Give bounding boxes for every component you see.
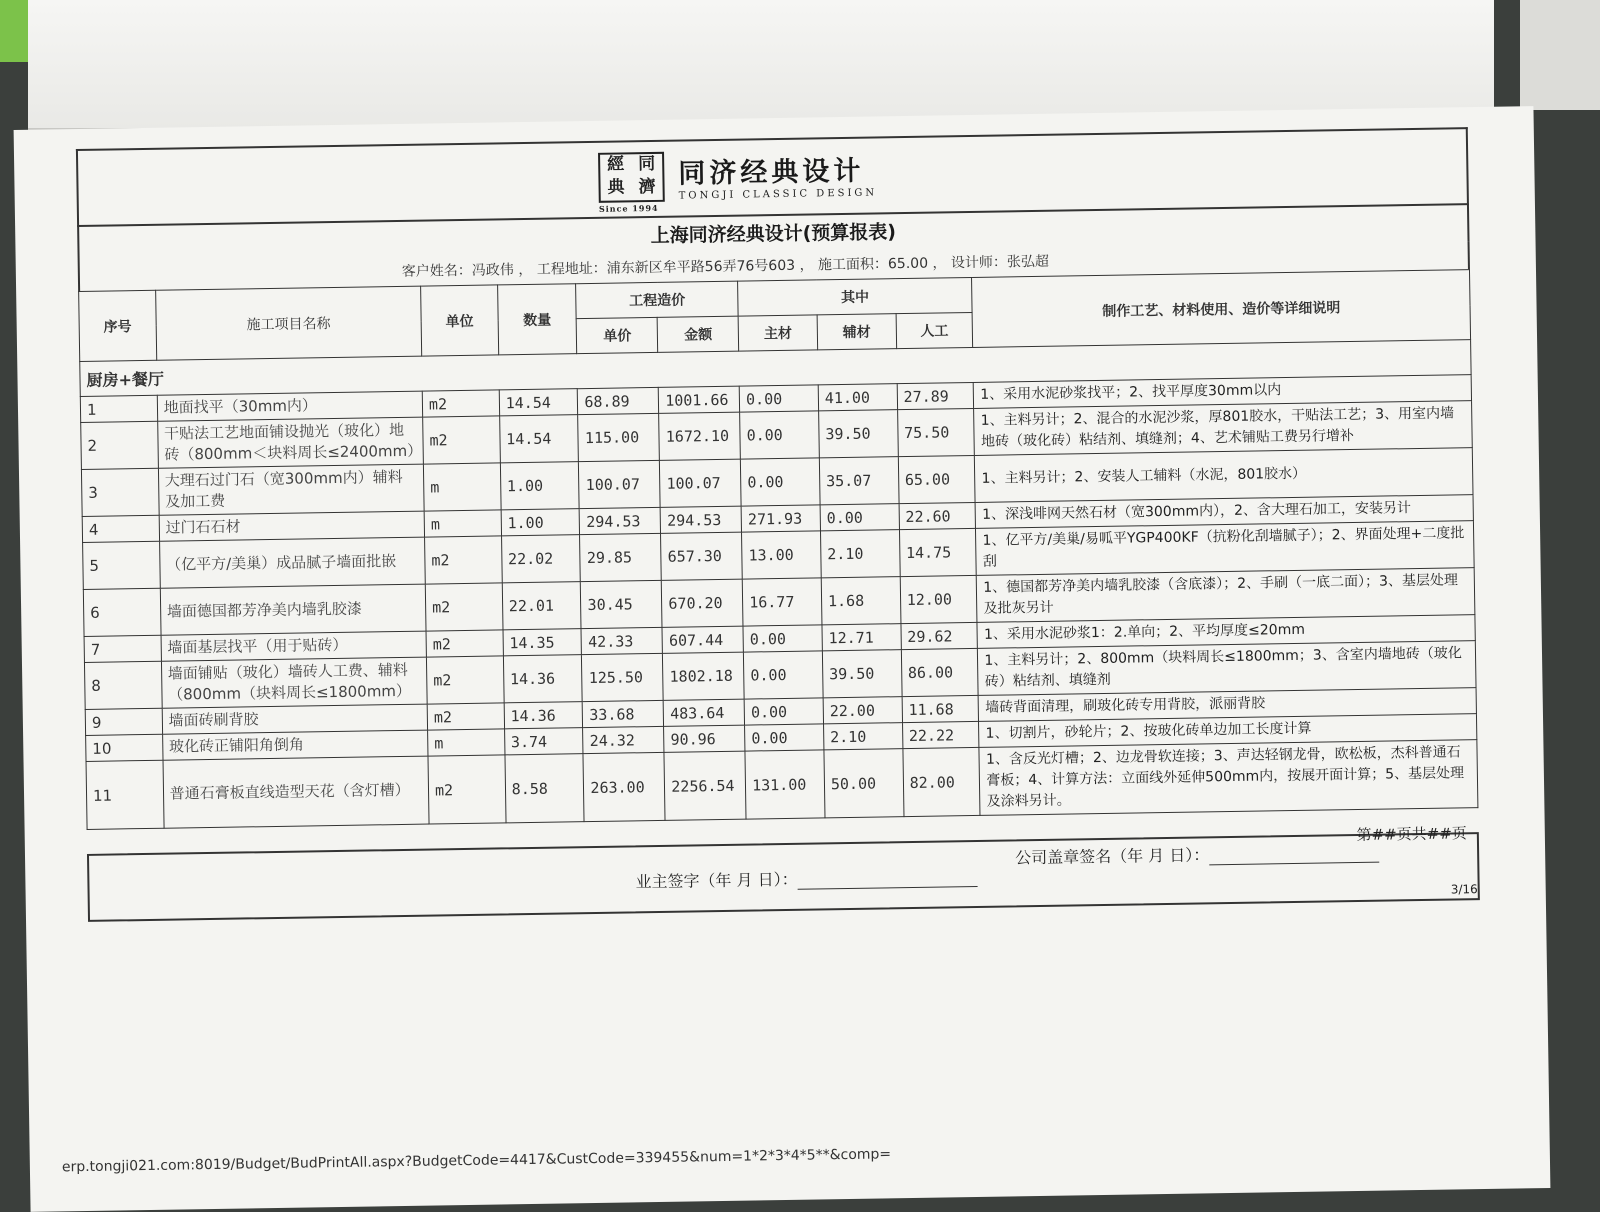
report-title: 上海同济经典设计(预算报表): [77, 203, 1469, 263]
cell-unit: m: [424, 510, 501, 537]
cell-unit-price: 33.68: [583, 700, 664, 727]
col-header-unit-price: 单价: [577, 317, 658, 353]
cell-qty: 14.36: [504, 702, 583, 729]
cell-seq: 5: [83, 541, 160, 589]
customer-info-line: 客户姓名：冯政伟 ， 工程地址：浦东新区牟平路56弄76号603 ， 施工面积：65.00 ， 设计师：张弘超: [78, 241, 1470, 291]
background-paper-edge: [1520, 0, 1600, 110]
col-header-unit: 单位: [421, 285, 499, 356]
cell-labor: 22.22: [902, 721, 979, 748]
cell-name: 普通石膏板直线造型天花（含灯槽）: [163, 756, 429, 828]
col-header-seq: 序号: [79, 290, 157, 361]
cell-seq: 11: [86, 760, 164, 829]
cell-description: 1、亿平方/美巢/易呱平YGP400KF（抗粉化刮墙腻子）；2、界面处理+二度批刮: [976, 521, 1474, 576]
col-header-amount: 金额: [657, 316, 738, 352]
cell-seq: 2: [81, 421, 158, 469]
cell-aux-material: 2.10: [820, 530, 899, 578]
cell-qty: 3.74: [504, 728, 583, 755]
cell-main-material: 0.00: [739, 385, 818, 412]
cell-amount: 2256.54: [664, 751, 746, 820]
col-header-labor: 人工: [896, 312, 973, 348]
cell-description: 1、深浅啡网天然石材（宽300mm内），2、含大理石加工，安装另计: [975, 495, 1473, 529]
cell-description: 1、切割片，砂轮片；2、按玻化砖单边加工长度计算: [979, 714, 1477, 748]
cell-unit-price: 68.89: [578, 387, 659, 414]
cell-amount: 100.07: [660, 459, 742, 507]
cell-unit: m2: [428, 755, 506, 824]
cell-labor: 11.68: [902, 695, 979, 722]
cell-amount: 607.44: [662, 626, 743, 653]
cell-unit-price: 115.00: [578, 413, 660, 461]
page-number: 第##页共##页: [1356, 824, 1467, 844]
logo-since: Since 1994: [598, 202, 659, 214]
page-count: 3/16: [1450, 882, 1478, 897]
cell-name: 玻化砖正铺阳角倒角: [162, 730, 428, 760]
cell-seq: 9: [85, 708, 162, 735]
cell-qty: 1.00: [500, 462, 579, 510]
cell-amount: 294.53: [660, 506, 741, 533]
cell-seq: 1: [80, 395, 157, 422]
cell-description: 1、采用水泥砂浆1：2.单向；2、平均厚度≤20mm: [977, 615, 1475, 649]
cell-seq: 7: [84, 635, 161, 662]
cell-unit: m2: [425, 583, 502, 631]
cell-labor: 12.00: [900, 575, 977, 623]
cell-amount: 1001.66: [659, 386, 740, 413]
cell-unit: m2: [425, 536, 502, 584]
cell-aux-material: 35.07: [819, 457, 898, 505]
cell-labor: 22.60: [899, 502, 976, 529]
cell-amount: 1672.10: [659, 412, 741, 460]
cell-aux-material: 12.71: [822, 624, 901, 651]
cell-unit-price: 125.50: [582, 653, 664, 701]
budget-form: [61, 127, 1480, 1176]
col-header-main-material: 主材: [738, 315, 817, 351]
cell-labor: 27.89: [897, 382, 974, 409]
col-header-qty: 数量: [497, 284, 577, 355]
cell-aux-material: 39.50: [822, 650, 901, 698]
company-logo: [598, 148, 878, 214]
cell-main-material: 0.00: [743, 625, 822, 652]
cell-name: 墙面德国都芳净美内墙乳胶漆: [160, 584, 426, 635]
cell-description: 1、主料另计；2、安装人工辅料（水泥，801胶水）: [975, 448, 1473, 503]
cell-unit-price: 294.53: [580, 507, 661, 534]
cell-seq: 10: [86, 734, 163, 761]
cell-aux-material: 39.50: [819, 410, 898, 458]
cell-main-material: 16.77: [742, 578, 821, 626]
cell-aux-material: 50.00: [824, 749, 904, 818]
owner-signature-label: 业主签字（年 月 日）：: [635, 869, 798, 892]
logo-char: 典: [607, 177, 625, 198]
owner-signature-line: [798, 886, 978, 890]
col-header-name: 施工项目名称: [155, 286, 421, 360]
cell-qty: 14.36: [503, 655, 582, 703]
cell-unit: m2: [426, 656, 503, 704]
col-header-among-group: 其中: [738, 277, 973, 316]
cell-amount: 657.30: [661, 532, 743, 580]
section-title: 厨房+餐厅: [80, 340, 1471, 397]
cell-description: 1、德国都芳净美内墙乳胶漆（含底漆）；2、手刷（一底二面）；3、基层处理及批灰另计: [977, 568, 1475, 623]
cell-aux-material: 2.10: [823, 723, 902, 750]
cell-qty: 22.01: [502, 582, 581, 630]
cell-seq: 3: [81, 468, 158, 516]
cell-aux-material: 0.00: [820, 504, 899, 531]
cell-qty: 14.54: [499, 415, 578, 463]
budget-table: [78, 269, 1478, 830]
col-header-description: 制作工艺、材料使用、造价等详细说明: [972, 270, 1471, 348]
cell-seq: 6: [83, 588, 160, 636]
cell-labor: 86.00: [901, 648, 978, 696]
brand-name-en: TONGJI CLASSIC DESIGN: [678, 187, 878, 202]
cell-main-material: 0.00: [740, 411, 819, 459]
cell-description: 1、采用水泥砂浆找平；2、找平厚度30mm以内: [974, 375, 1472, 409]
cell-unit: m: [423, 463, 500, 511]
cell-name: 地面找平（30mm内）: [157, 391, 423, 421]
signature-area: [87, 824, 1480, 922]
cell-seq: 8: [84, 661, 161, 709]
cell-unit: m: [428, 729, 505, 756]
company-signature: [1015, 840, 1380, 869]
cell-name: 过门石石材: [159, 511, 425, 541]
logo-char: 濟: [638, 176, 656, 198]
cell-aux-material: 1.68: [821, 577, 900, 625]
owner-signature: [635, 864, 978, 892]
logo-char: 同: [638, 153, 656, 175]
cell-main-material: 0.00: [744, 698, 823, 725]
cell-name: 墙面基层找平（用于贴砖）: [161, 631, 427, 661]
cell-labor: 75.50: [897, 408, 974, 456]
cell-description: 1、含反光灯槽；2、边龙骨软连接；3、声达轻钢龙骨，欧松板，杰科普通石膏板；4、计算方法：立面线外延伸500mm内，按展开面计算；5、基层处理及涂料另计。: [979, 740, 1478, 816]
cell-main-material: 0.00: [741, 458, 820, 506]
cell-main-material: 131.00: [745, 750, 825, 819]
company-signature-label: 公司盖章签名（年 月 日）：: [1015, 845, 1210, 868]
cell-unit-price: 100.07: [579, 460, 661, 508]
cell-amount: 1802.18: [663, 652, 745, 700]
cell-unit-price: 29.85: [580, 533, 662, 581]
cell-seq: 4: [82, 515, 159, 542]
budget-sheet: [14, 106, 1551, 1212]
cell-labor: 14.75: [899, 528, 976, 576]
cell-labor: 65.00: [898, 455, 975, 503]
cell-name: 墙面铺贴（玻化）墙砖人工费、辅料（800mm（块料周长≤1800mm）: [161, 657, 427, 708]
cell-amount: 90.96: [664, 725, 745, 752]
cell-qty: 14.54: [499, 389, 578, 416]
print-url: erp.tongji021.com:8019/Budget/BudPrintAll.aspx?BudgetCode=4417&CustCode=339455&num=1*2*3*4*5**&comp=: [61, 1146, 892, 1176]
cell-main-material: 271.93: [741, 505, 820, 532]
cell-unit-price: 263.00: [583, 752, 665, 821]
cell-unit: m2: [427, 703, 504, 730]
cell-labor: 29.62: [901, 622, 978, 649]
cell-name: （亿平方/美巢）成品腻子墙面批嵌: [159, 537, 425, 588]
cell-unit: m2: [423, 416, 500, 464]
cell-unit-price: 42.33: [581, 627, 662, 654]
cell-qty: 14.35: [503, 629, 582, 656]
cell-qty: 8.58: [505, 754, 585, 823]
cell-unit-price: 24.32: [583, 726, 664, 753]
cell-labor: 82.00: [903, 747, 981, 816]
col-header-aux-material: 辅材: [817, 314, 896, 350]
cell-qty: 1.00: [501, 509, 580, 536]
cell-main-material: 0.00: [744, 651, 823, 699]
cell-amount: 670.20: [662, 579, 744, 627]
cell-unit: m2: [422, 390, 499, 417]
cell-name: 墙面砖刷背胶: [162, 704, 428, 734]
brand-text: [678, 148, 877, 201]
logo-char: 經: [607, 154, 625, 175]
company-signature-line: [1209, 862, 1379, 866]
cell-description: 1、主料另计；2、混合的水泥沙浆，厚801胶水，干贴法工艺；3、用室内墙地砖（玻化砖）粘结剂、填缝剂；4、艺术铺贴工费另行增补: [974, 401, 1472, 456]
cell-qty: 22.02: [501, 535, 580, 583]
cell-unit-price: 30.45: [581, 580, 663, 628]
brand-name-cn: 同济经典设计: [678, 155, 865, 190]
cell-name: 干贴法工艺地面铺设抛光（玻化）地砖（800mm＜块料周长≤2400mm）: [157, 417, 423, 468]
cell-main-material: 13.00: [742, 531, 821, 579]
cell-description: 墙砖背面清理，刷玻化砖专用背胶，派丽背胶: [979, 688, 1477, 722]
cell-aux-material: 22.00: [823, 697, 902, 724]
cell-description: 1、主料另计；2、800mm（块料周长≤1800mm；3、含室内墙地砖（玻化砖）粘结剂、填缝剂: [978, 641, 1476, 696]
cell-name: 大理石过门石（宽300mm内）辅料及加工费: [158, 464, 424, 515]
cell-unit: m2: [426, 630, 503, 657]
col-header-cost-group: 工程造价: [576, 281, 738, 319]
cell-aux-material: 41.00: [818, 384, 897, 411]
cell-main-material: 0.00: [745, 724, 824, 751]
logo-seal-icon: [598, 152, 665, 214]
cell-amount: 483.64: [663, 699, 744, 726]
